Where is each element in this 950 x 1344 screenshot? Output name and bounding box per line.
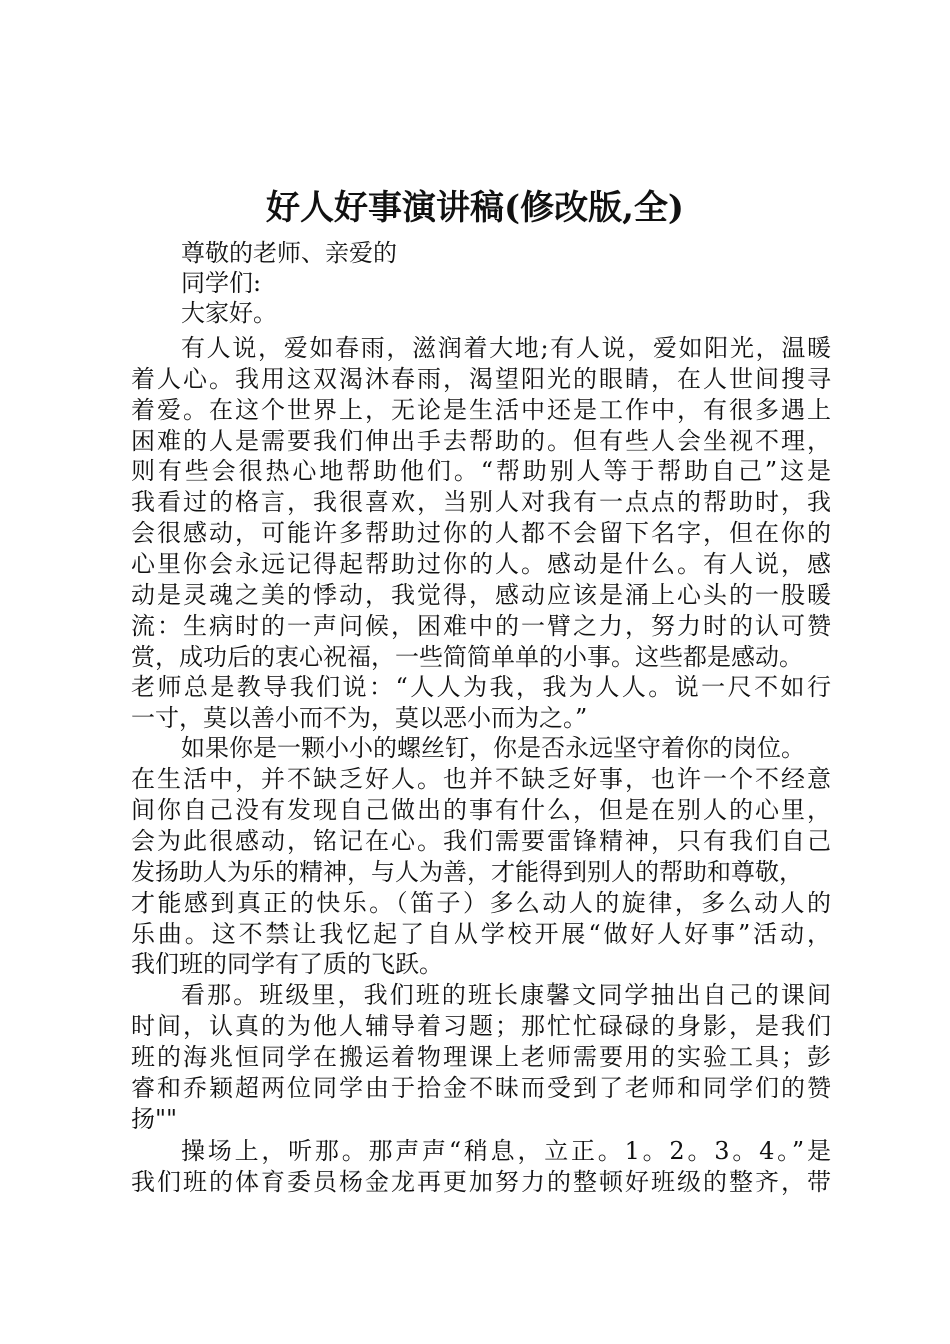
paragraph-line: 赏，成功后的衷心祝福，一些简简单单的小事。这些都是感动。 — [131, 643, 803, 671]
paragraph-line: 在生活中，并不缺乏好人。也并不缺乏好事，也许一个不经意 — [131, 765, 831, 793]
paragraph-line: 着爱。在这个世界上，无论是生活中还是工作中，有很多遇上 — [131, 396, 831, 424]
paragraph-line: 我看过的格言，我很喜欢，当别人对我有一点点的帮助时，我 — [131, 488, 831, 516]
paragraph-line: 乐曲。这不禁让我忆起了自从学校开展“做好人好事”活动， — [131, 920, 831, 948]
paragraph-line: 动是灵魂之美的悸动，我觉得，感动应该是涌上心头的一股暖 — [131, 581, 831, 609]
paragraph-line: 我们班的同学有了质的飞跃。 — [131, 950, 443, 978]
document-title: 好人好事演讲稿(修改版,全) — [265, 188, 684, 228]
paragraph-line: 睿和乔颖超两位同学由于拾金不昧而受到了老师和同学们的赞 — [131, 1074, 831, 1102]
paragraph-line: 才能感到真正的快乐。（笛子）多么动人的旋律，多么动人的 — [131, 889, 831, 917]
paragraph-line: 看那。班级里，我们班的班长康馨文同学抽出自己的课间 — [181, 981, 831, 1009]
paragraph-line: 发扬助人为乐的精神，与人为善，才能得到别人的帮助和尊敬， — [131, 858, 803, 886]
salutation-line: 尊敬的老师、亲爱的 — [181, 239, 397, 267]
paragraph-line: 时间，认真的为他人辅导着习题；那忙忙碌碌的身影，是我们 — [131, 1012, 831, 1040]
paragraph-line: 操场上，听那。那声声“稍息，立正。1。2。3。4。”是 — [181, 1137, 831, 1165]
paragraph-line: 间你自己没有发现自己做出的事有什么，但是在别人的心里， — [131, 796, 831, 824]
paragraph-line: 困难的人是需要我们伸出手去帮助的。但有些人会坐视不理， — [131, 427, 831, 455]
salutation-line: 同学们: — [181, 269, 262, 297]
paragraph-line: 班的海兆恒同学在搬运着物理课上老师需要用的实验工具；彭 — [131, 1043, 831, 1071]
paragraph-line: 我们班的体育委员杨金龙再更加努力的整顿好班级的整齐，带 — [131, 1168, 831, 1196]
paragraph-line: 流：生病时的一声问候，困难中的一臂之力，努力时的认可赞 — [131, 612, 831, 640]
paragraph-line: 扬"" — [131, 1105, 178, 1133]
paragraph-line: 会为此很感动，铭记在心。我们需要雷锋精神，只有我们自己 — [131, 827, 831, 855]
paragraph-line: 着人心。我用这双渴沐春雨，渴望阳光的眼睛，在人世间搜寻 — [131, 365, 831, 393]
paragraph-line: 会很感动，可能许多帮助过你的人都不会留下名字，但在你的 — [131, 519, 831, 547]
paragraph-line: 如果你是一颗小小的螺丝钉，你是否永远坚守着你的岗位。 — [181, 734, 805, 762]
paragraph-line: 老师总是教导我们说：“人人为我，我为人人。说一尺不如行 — [131, 673, 831, 701]
paragraph-line: 心里你会永远记得起帮助过你的人。感动是什么。有人说，感 — [131, 550, 831, 578]
paragraph-line: 则有些会很热心地帮助他们。“帮助别人等于帮助自己”这是 — [131, 457, 831, 485]
greeting-line: 大家好。 — [181, 299, 277, 327]
paragraph-line: 一寸，莫以善小而不为，莫以恶小而为之。” — [131, 704, 588, 732]
paragraph-line: 有人说，爱如春雨，滋润着大地;有人说，爱如阳光，温暖 — [181, 334, 831, 362]
